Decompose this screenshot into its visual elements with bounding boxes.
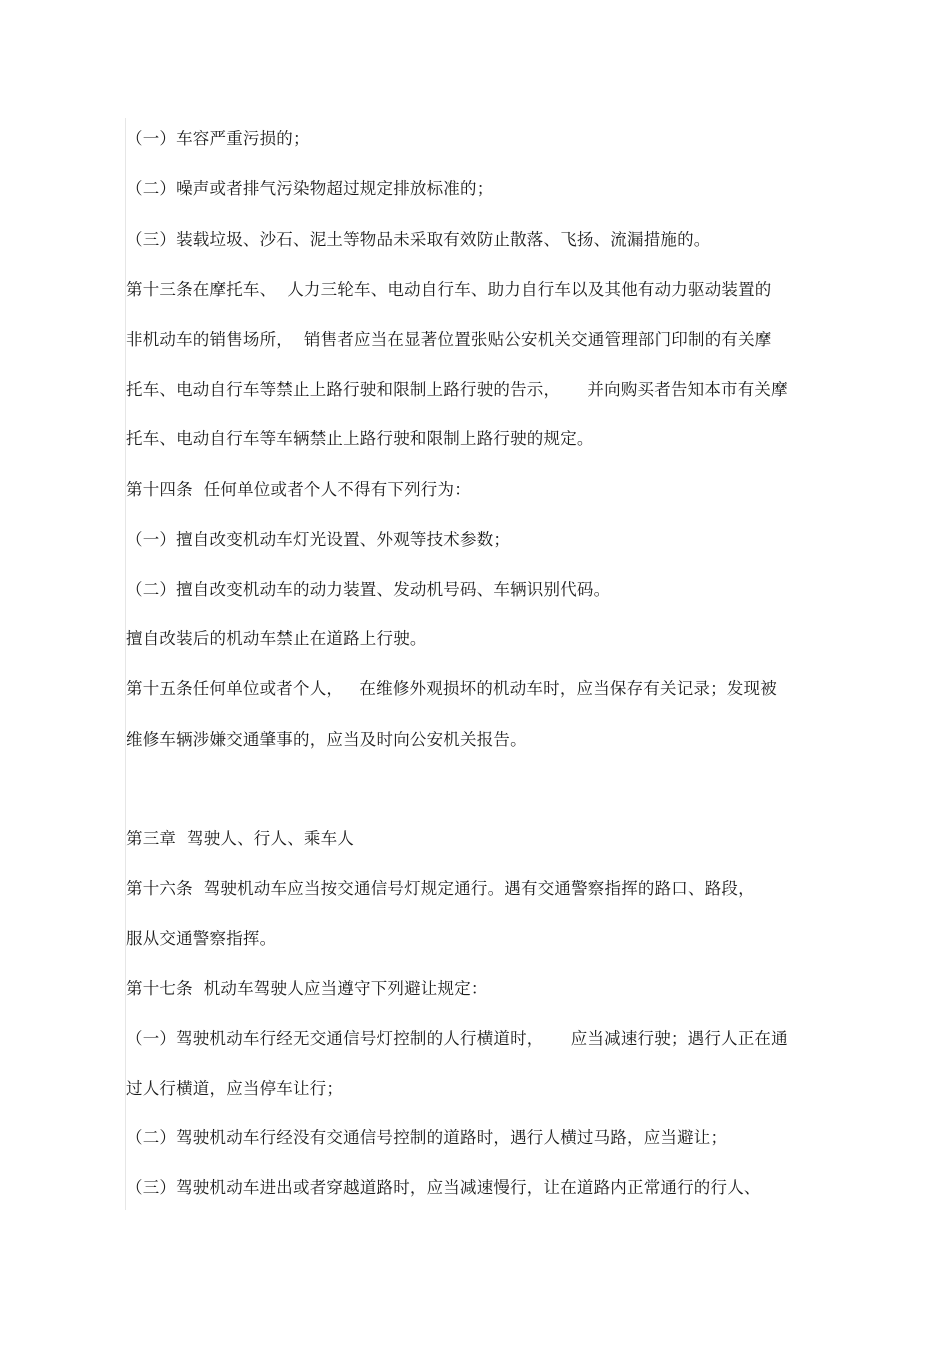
text-line-19: 过人行横道，应当停车让行； <box>126 1079 344 1098</box>
text-line-7: 托车、电动自行车等车辆禁止上路行驶和限制上路行驶的规定。 <box>126 429 594 448</box>
text-line-5: 非机动车的销售场所， 销售者应当在显著位置张贴公安机关交通管理部门印制的有关摩 <box>126 330 772 349</box>
chapter-heading: 第三章 驾驶人、行人、乘车人 <box>126 829 354 848</box>
text-line-6: 托车、电动自行车等禁止上路行驶和限制上路行驶的告示， 并向购买者告知本市有关摩 <box>126 380 788 399</box>
text-line-18: （一）驾驶机动车行经无交通信号灯控制的人行横道时， 应当减速行驶；遇行人正在通 <box>126 1029 788 1048</box>
text-line-16: 服从交通警察指挥。 <box>126 929 277 948</box>
text-line-9: （一）擅自改变机动车灯光设置、外观等技术参数； <box>126 530 511 549</box>
text-line-3: （三）装载垃圾、沙石、泥土等物品未采取有效防止散落、飞扬、流漏措施的。 <box>126 230 711 249</box>
text-line-10: （二）擅自改变机动车的动力装置、发动机号码、车辆识别代码。 <box>126 580 611 599</box>
text-line-4: 第十三条在摩托车、 人力三轮车、电动自行车、助力自行车以及其他有动力驱动装置的 <box>126 280 772 299</box>
text-line-1: （一）车容严重污损的； <box>126 129 310 148</box>
text-line-17: 第十七条 机动车驾驶人应当遵守下列避让规定： <box>126 979 488 998</box>
text-line-15: 第十六条 驾驶机动车应当按交通信号灯规定通行。遇有交通警察指挥的路口、路段， <box>126 879 755 898</box>
text-line-2: （二）噪声或者排气污染物超过规定排放标准的； <box>126 179 494 198</box>
text-line-21: （三）驾驶机动车进出或者穿越道路时，应当减速慢行，让在道路内正常通行的行人、 <box>126 1178 761 1197</box>
text-line-11: 擅自改装后的机动车禁止在道路上行驶。 <box>126 629 427 648</box>
text-line-20: （二）驾驶机动车行经没有交通信号控制的道路时，遇行人横过马路，应当避让； <box>126 1128 728 1147</box>
text-line-12: 第十五条任何单位或者个人， 在维修外观损坏的机动车时，应当保存有关记录；发现被 <box>126 679 777 698</box>
text-line-13: 维修车辆涉嫌交通肇事的，应当及时向公安机关报告。 <box>126 730 527 749</box>
text-line-8: 第十四条 任何单位或者个人不得有下列行为： <box>126 480 471 499</box>
